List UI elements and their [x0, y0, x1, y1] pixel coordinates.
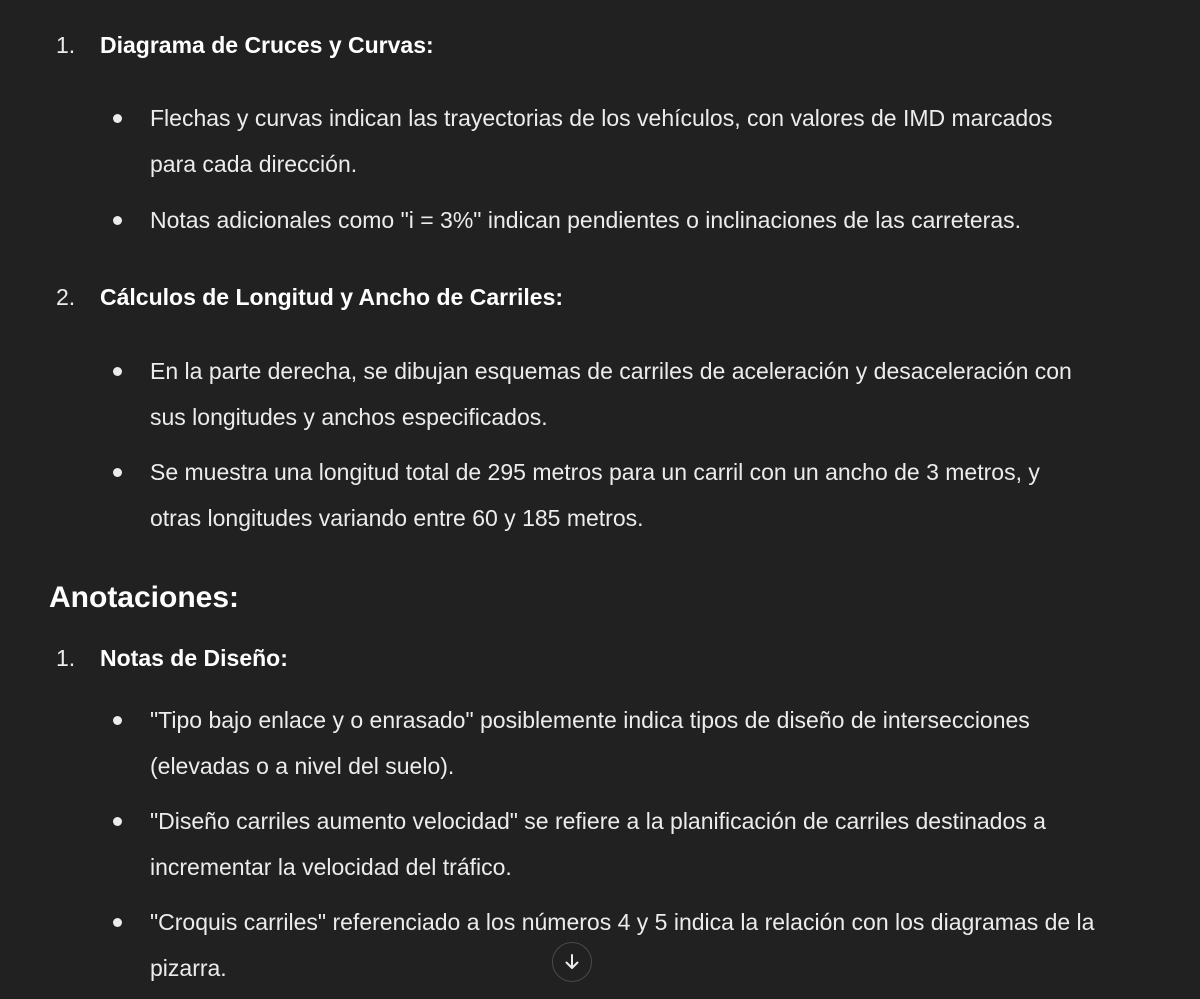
bullet-icon [113, 114, 122, 123]
text-line: incrementar la velocidad del tráfico. [150, 854, 512, 880]
text-line: (elevadas o a nivel del suelo). [150, 753, 455, 779]
list-number: 1. [56, 32, 76, 58]
list-item-text [150, 449, 1190, 541]
text-line: Notas adicionales como "i = 3%" indican pendientes o inclinaciones de las carreteras. [150, 207, 1022, 233]
arrow-down-icon [562, 952, 582, 972]
list-number: 2. [56, 284, 76, 310]
list-item-title: Diagrama de Cruces y Curvas: [100, 32, 434, 58]
list-item-text [150, 697, 1190, 789]
section-heading: Anotaciones: [49, 581, 240, 614]
text-line: otras longitudes variando entre 60 y 185 metros. [150, 505, 644, 531]
list-item-text [150, 798, 1190, 890]
list-item-text [150, 899, 1190, 991]
text-line: pizarra. [150, 955, 227, 981]
bullet-icon [113, 468, 122, 477]
list-item-title: Cálculos de Longitud y Ancho de Carriles: [100, 284, 564, 310]
bullet-icon [113, 367, 122, 376]
list-item-text [150, 197, 1190, 243]
bullet-icon [113, 216, 122, 225]
scroll-to-bottom-button[interactable] [552, 942, 592, 982]
text-line: "Croquis carriles" referenciado a los números 4 y 5 indica la relación con los diagramas de la [150, 909, 1095, 935]
text-line: para cada dirección. [150, 151, 358, 177]
text-line: sus longitudes y anchos especificados. [150, 404, 548, 430]
bullet-icon [113, 918, 122, 927]
list-item-title: Notas de Diseño: [100, 645, 288, 671]
text-line: "Diseño carriles aumento velocidad" se refiere a la planificación de carriles destinados a [150, 808, 1046, 834]
list-item-text [150, 95, 1190, 187]
list-item-text [150, 348, 1190, 440]
text-line: Flechas y curvas indican las trayectorias de los vehículos, con valores de IMD marcados [150, 105, 1053, 131]
text-line: Se muestra una longitud total de 295 metros para un carril con un ancho de 3 metros, y [150, 459, 1040, 485]
text-line: "Tipo bajo enlace y o enrasado" posiblemente indica tipos de diseño de intersecciones [150, 707, 1030, 733]
bullet-icon [113, 817, 122, 826]
bullet-icon [113, 716, 122, 725]
list-number: 1. [56, 645, 76, 671]
text-line: En la parte derecha, se dibujan esquemas de carriles de aceleración y desaceleración con [150, 358, 1072, 384]
